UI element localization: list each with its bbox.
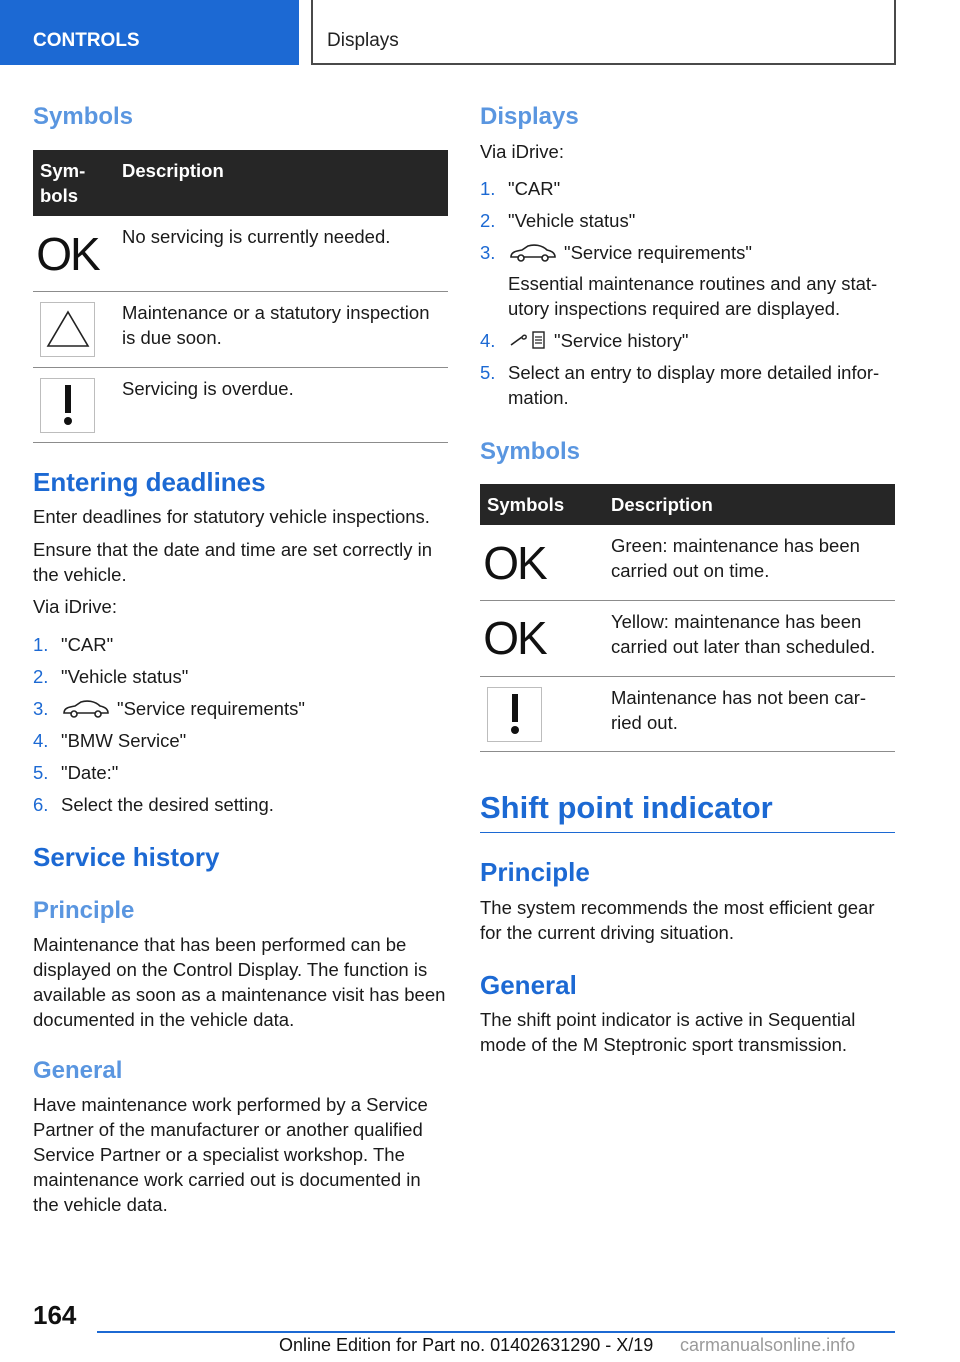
list-item: 5. Select an entry to display more detailed infor‐mation. xyxy=(480,362,880,408)
symbol-cell xyxy=(33,291,115,367)
general-heading: General xyxy=(480,970,577,1000)
symbol-cell xyxy=(33,367,115,442)
description-cell: No servicing is currently needed. xyxy=(115,216,448,291)
table-row xyxy=(33,291,448,367)
table-row xyxy=(33,216,448,291)
service-history-heading: Service history xyxy=(33,842,220,872)
list-item: 6. Select the desired setting. xyxy=(33,794,274,815)
table-header-row xyxy=(33,150,448,216)
edition-text: Online Edition for Part no. 01402631290 - X/19 xyxy=(279,1335,654,1355)
table-row xyxy=(480,676,895,751)
list-item: 2. "Vehicle status" xyxy=(480,210,636,231)
table-header-symbols: Symbols xyxy=(480,484,604,525)
chapter-tab xyxy=(311,0,896,65)
list-item: 5. "Date:" xyxy=(33,762,119,783)
entering-deadlines-heading: Entering deadlines xyxy=(33,467,266,497)
list-item: 1. "CAR" xyxy=(33,634,114,655)
displays-heading: Displays xyxy=(480,103,579,130)
principle-text: Maintenance that has been performed can be displayed on the Control Display. The function is available as soon as a maintenance visit has been documented in the vehicle data. xyxy=(33,934,446,1030)
general-text: The shift point indicator is active in Sequential mode of the M Steptronic sport transmission. xyxy=(480,1009,856,1055)
exclamation-icon xyxy=(487,687,542,742)
symbol-cell xyxy=(480,600,604,676)
shift-point-heading: Shift point indicator xyxy=(480,790,895,833)
list-item: 4. "BMW Service" xyxy=(33,730,187,751)
list-item: 1. "CAR" xyxy=(480,178,561,199)
triangle-icon xyxy=(40,302,95,357)
general-heading: General xyxy=(33,1057,123,1084)
description-cell: Maintenance or a statutory inspection is due soon. xyxy=(115,291,448,367)
description-cell: Green: maintenance has been carried out on time. xyxy=(604,525,895,600)
description-cell: Maintenance has not been car‐ried out. xyxy=(604,676,895,751)
section-tab xyxy=(0,0,299,65)
chapter-title: Displays xyxy=(327,30,399,51)
entering-via: Via iDrive: xyxy=(33,596,117,617)
symbols-heading: Symbols xyxy=(480,438,581,465)
footer-divider xyxy=(97,1331,895,1333)
displays-steps xyxy=(480,176,895,417)
list-item: 4. "Service history" xyxy=(480,330,689,351)
table-header-symbols: Sym‐ bols xyxy=(33,150,115,216)
symbol-cell xyxy=(480,525,604,600)
entering-steps xyxy=(33,632,448,824)
service-history-icon xyxy=(508,329,548,351)
table-row xyxy=(480,525,895,600)
general-text: Have maintenance work performed by a Service Partner of the manufacturer or another qualified Service Partner or a specialist workshop. The maintenance work carried out is documented in the vehicle data. xyxy=(33,1094,428,1215)
ok-yellow-icon: OK xyxy=(483,612,546,664)
watermark: carmanualsonline.info xyxy=(680,1335,856,1355)
car-icon xyxy=(61,699,111,719)
table-header-description: Description xyxy=(115,150,448,216)
symbols-table xyxy=(480,484,895,752)
list-item: 3. "Service requirements" Essential maintenance routines and any stat‐utory inspections required are displayed. xyxy=(480,240,895,321)
car-icon xyxy=(508,243,558,263)
table-header-row xyxy=(480,484,895,525)
principle-heading: Principle xyxy=(33,897,135,924)
symbols-heading: Symbols xyxy=(33,103,134,130)
entering-paragraph-2: Ensure that the date and time are set correctly in the vehicle. xyxy=(33,539,432,585)
table-row xyxy=(33,367,448,442)
ok-green-icon: OK xyxy=(483,536,546,589)
ok-icon: OK xyxy=(36,227,99,280)
page-number: 164 xyxy=(33,1300,77,1330)
displays-via: Via iDrive: xyxy=(480,141,564,162)
entering-paragraph-1: Enter deadlines for statutory vehicle inspections. xyxy=(33,506,430,527)
symbol-cell xyxy=(33,216,115,291)
list-item: 3. "Service requirements" xyxy=(33,698,305,719)
table-header-description: Description xyxy=(604,484,895,525)
section-title: CONTROLS xyxy=(33,30,140,51)
symbol-cell xyxy=(480,676,604,751)
table-row xyxy=(480,600,895,676)
list-item: 2. "Vehicle status" xyxy=(33,666,189,687)
principle-heading: Principle xyxy=(480,857,590,887)
principle-text: The system recommends the most efficient gear for the current driving situation. xyxy=(480,897,875,943)
service-requirements-note: Essential maintenance routines and any stat‐utory inspections required are displayed. xyxy=(508,273,878,319)
description-cell: Servicing is overdue. xyxy=(115,367,448,442)
description-cell: Yellow: maintenance has been carried out later than scheduled. xyxy=(604,600,895,676)
exclamation-icon xyxy=(40,378,95,433)
symbols-table xyxy=(33,150,448,443)
